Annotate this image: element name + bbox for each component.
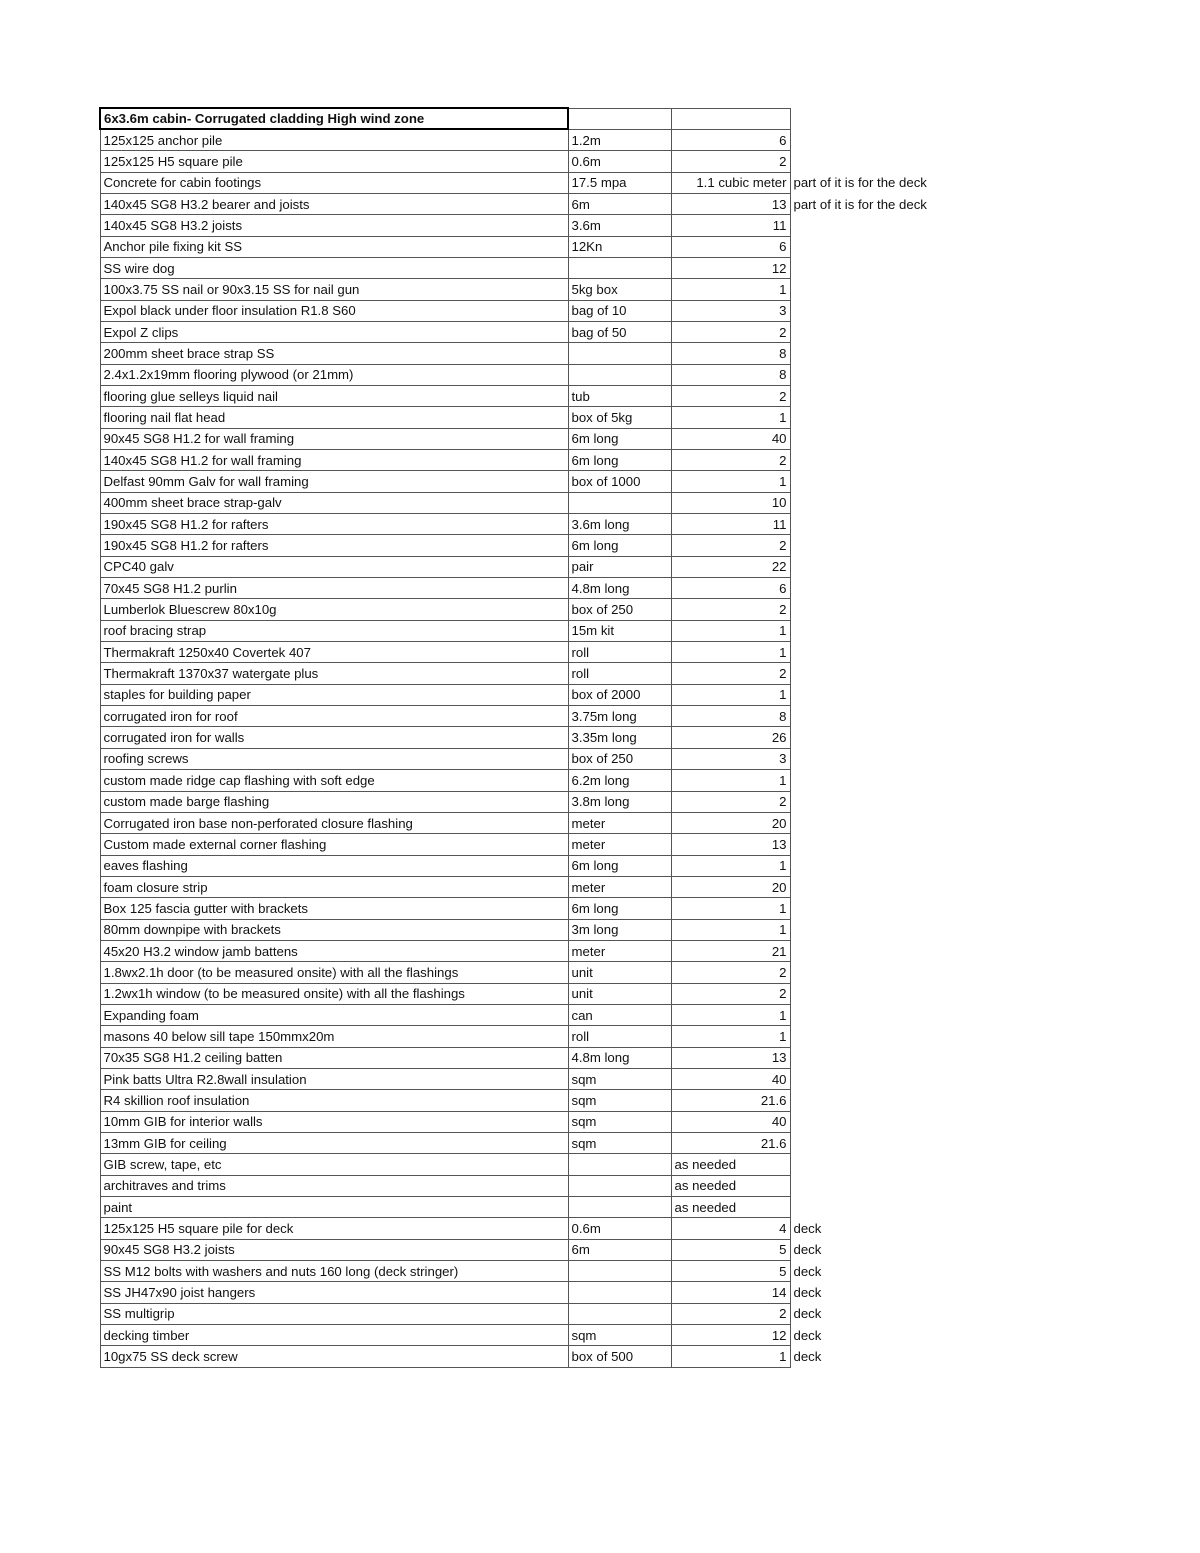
table-row xyxy=(100,129,990,150)
item-cell[interactable]: staples for building paper xyxy=(100,684,568,705)
unit-cell[interactable]: bag of 50 xyxy=(568,321,671,342)
table-row xyxy=(100,1239,990,1260)
note-cell: deck xyxy=(793,1349,822,1365)
item-cell[interactable]: 13mm GIB for ceiling xyxy=(100,1133,568,1154)
unit-cell[interactable]: box of 500 xyxy=(568,1346,671,1367)
qty-cell[interactable]: 1 xyxy=(671,684,790,705)
item-cell[interactable]: SS M12 bolts with washers and nuts 160 long (deck stringer) xyxy=(100,1261,568,1282)
note-cell xyxy=(790,1197,990,1218)
item-cell[interactable]: 140x45 SG8 H1.2 for wall framing xyxy=(100,450,568,471)
note-cell xyxy=(790,471,990,492)
qty-cell[interactable]: 2 xyxy=(671,385,790,406)
table-row xyxy=(100,321,990,342)
table-row xyxy=(100,1154,990,1175)
note-cell xyxy=(790,919,990,940)
table-row xyxy=(100,407,990,428)
item-cell[interactable]: 140x45 SG8 H3.2 bearer and joists xyxy=(100,193,568,214)
qty-cell[interactable]: 4 xyxy=(671,1218,790,1239)
table-row xyxy=(100,1197,990,1218)
note-cell xyxy=(790,812,990,833)
unit-cell[interactable]: 6m xyxy=(568,1239,671,1260)
qty-cell[interactable]: 2 xyxy=(671,450,790,471)
table-row xyxy=(100,663,990,684)
note-cell xyxy=(790,385,990,406)
note-cell: part of it is for the deck xyxy=(793,196,927,212)
item-cell[interactable]: 190x45 SG8 H1.2 for rafters xyxy=(100,535,568,556)
qty-cell[interactable]: 2 xyxy=(671,321,790,342)
note-cell: deck xyxy=(793,1242,822,1258)
item-cell[interactable]: 70x45 SG8 H1.2 purlin xyxy=(100,578,568,599)
item-cell[interactable]: Corrugated iron base non-perforated closure flashing xyxy=(100,812,568,833)
qty-cell[interactable]: 2 xyxy=(671,791,790,812)
note-cell xyxy=(790,279,990,300)
table-row xyxy=(100,599,990,620)
item-cell[interactable]: Custom made external corner flashing xyxy=(100,834,568,855)
note-cell xyxy=(790,1026,990,1047)
item-cell[interactable]: corrugated iron for walls xyxy=(100,727,568,748)
item-cell[interactable]: 190x45 SG8 H1.2 for rafters xyxy=(100,514,568,535)
item-cell[interactable]: Delfast 90mm Galv for wall framing xyxy=(100,471,568,492)
qty-cell[interactable]: 11 xyxy=(671,514,790,535)
item-cell[interactable]: 80mm downpipe with brackets xyxy=(100,919,568,940)
qty-cell[interactable]: 22 xyxy=(671,556,790,577)
unit-cell[interactable]: roll xyxy=(568,642,671,663)
item-cell[interactable]: 10gx75 SS deck screw xyxy=(100,1346,568,1367)
unit-cell[interactable]: 3.6m xyxy=(568,215,671,236)
table-row xyxy=(100,514,990,535)
title-row xyxy=(100,108,990,129)
qty-cell[interactable]: 1 xyxy=(671,407,790,428)
note-cell xyxy=(790,257,990,278)
unit-cell[interactable]: 6m long xyxy=(568,898,671,919)
qty-cell[interactable]: 13 xyxy=(671,1047,790,1068)
table-row xyxy=(100,535,990,556)
note-cell xyxy=(790,940,990,961)
note-cell: deck xyxy=(793,1306,822,1322)
table-row xyxy=(100,364,990,385)
table-row xyxy=(100,706,990,727)
table-row xyxy=(100,1325,990,1346)
qty-cell[interactable]: 1 xyxy=(671,279,790,300)
note-cell xyxy=(790,535,990,556)
note-cell xyxy=(790,898,990,919)
note-cell xyxy=(790,791,990,812)
note-cell xyxy=(790,770,990,791)
note-cell xyxy=(790,962,990,983)
qty-cell[interactable]: 1 xyxy=(671,898,790,919)
table-row xyxy=(100,812,990,833)
unit-cell[interactable]: 6m long xyxy=(568,450,671,471)
unit-cell[interactable]: unit xyxy=(568,983,671,1004)
note-cell xyxy=(790,1004,990,1025)
qty-cell[interactable]: 5 xyxy=(671,1261,790,1282)
materials-sheet xyxy=(99,107,991,1368)
note-cell: deck xyxy=(793,1327,822,1343)
table-row xyxy=(100,876,990,897)
item-cell[interactable]: SS wire dog xyxy=(100,257,568,278)
qty-cell[interactable]: 14 xyxy=(671,1282,790,1303)
item-cell[interactable]: Expol Z clips xyxy=(100,321,568,342)
unit-cell[interactable]: 15m kit xyxy=(568,620,671,641)
table-row xyxy=(100,1346,990,1367)
unit-cell[interactable]: sqm xyxy=(568,1133,671,1154)
table-row xyxy=(100,172,990,193)
unit-cell[interactable] xyxy=(568,1175,671,1196)
qty-cell[interactable]: 26 xyxy=(671,727,790,748)
qty-cell[interactable]: 20 xyxy=(671,812,790,833)
note-cell xyxy=(790,1133,990,1154)
unit-cell[interactable]: can xyxy=(568,1004,671,1025)
item-cell[interactable]: 100x3.75 SS nail or 90x3.15 SS for nail gun xyxy=(100,279,568,300)
unit-cell[interactable]: roll xyxy=(568,663,671,684)
qty-cell[interactable]: 10 xyxy=(671,492,790,513)
unit-cell[interactable]: pair xyxy=(568,556,671,577)
note-cell xyxy=(790,620,990,641)
table-row xyxy=(100,919,990,940)
note-cell xyxy=(790,300,990,321)
qty-cell[interactable]: 40 xyxy=(671,1068,790,1089)
table-row xyxy=(100,151,990,172)
unit-cell[interactable]: 1.2m xyxy=(568,129,671,150)
unit-cell[interactable] xyxy=(568,343,671,364)
unit-cell[interactable] xyxy=(568,257,671,278)
item-cell[interactable]: SS multigrip xyxy=(100,1303,568,1324)
table-row xyxy=(100,1047,990,1068)
unit-cell[interactable]: sqm xyxy=(568,1068,671,1089)
qty-cell[interactable]: 2 xyxy=(671,663,790,684)
qty-cell[interactable]: 21.6 xyxy=(671,1133,790,1154)
item-cell[interactable]: foam closure strip xyxy=(100,876,568,897)
note-cell: deck xyxy=(793,1263,822,1279)
note-cell xyxy=(790,407,990,428)
item-cell[interactable]: 10mm GIB for interior walls xyxy=(100,1111,568,1132)
table-row xyxy=(100,834,990,855)
qty-cell[interactable]: 1 xyxy=(671,471,790,492)
unit-cell[interactable]: 4.8m long xyxy=(568,578,671,599)
qty-cell[interactable]: 13 xyxy=(671,834,790,855)
qty-cell[interactable]: 6 xyxy=(671,578,790,599)
note-cell xyxy=(790,876,990,897)
item-cell[interactable]: 125x125 H5 square pile xyxy=(100,151,568,172)
qty-cell[interactable]: 1 xyxy=(671,919,790,940)
item-cell[interactable]: Thermakraft 1250x40 Covertek 407 xyxy=(100,642,568,663)
unit-cell[interactable]: 3.35m long xyxy=(568,727,671,748)
qty-cell[interactable]: 20 xyxy=(671,876,790,897)
table-row xyxy=(100,385,990,406)
qty-cell[interactable]: 2 xyxy=(671,1303,790,1324)
note-cell xyxy=(790,727,990,748)
qty-cell[interactable]: 8 xyxy=(671,364,790,385)
unit-cell[interactable]: box of 2000 xyxy=(568,684,671,705)
note-cell xyxy=(790,236,990,257)
qty-cell[interactable]: 40 xyxy=(671,1111,790,1132)
unit-cell[interactable]: sqm xyxy=(568,1111,671,1132)
qty-cell[interactable]: 21.6 xyxy=(671,1090,790,1111)
qty-cell[interactable]: 1 xyxy=(671,1026,790,1047)
table-row xyxy=(100,1282,990,1303)
unit-cell[interactable]: 3m long xyxy=(568,919,671,940)
unit-cell[interactable]: 4.8m long xyxy=(568,1047,671,1068)
unit-cell[interactable]: sqm xyxy=(568,1325,671,1346)
item-cell[interactable]: SS JH47x90 joist hangers xyxy=(100,1282,568,1303)
table-row xyxy=(100,1090,990,1111)
qty-cell[interactable]: 12 xyxy=(671,257,790,278)
table-row xyxy=(100,236,990,257)
item-cell[interactable]: 45x20 H3.2 window jamb battens xyxy=(100,940,568,961)
qty-cell[interactable]: 2 xyxy=(671,983,790,1004)
qty-cell[interactable]: 1 xyxy=(671,1346,790,1367)
qty-cell[interactable]: 1 xyxy=(671,855,790,876)
table-row xyxy=(100,471,990,492)
table-row xyxy=(100,300,990,321)
item-cell[interactable]: 70x35 SG8 H1.2 ceiling batten xyxy=(100,1047,568,1068)
item-cell[interactable]: custom made ridge cap flashing with soft edge xyxy=(100,770,568,791)
qty-cell[interactable]: 1 xyxy=(671,770,790,791)
table-row xyxy=(100,748,990,769)
unit-cell[interactable]: box of 250 xyxy=(568,748,671,769)
qty-cell[interactable]: 13 xyxy=(671,193,790,214)
table-row xyxy=(100,962,990,983)
qty-cell[interactable]: 1 xyxy=(671,1004,790,1025)
unit-cell[interactable] xyxy=(568,1197,671,1218)
item-cell[interactable]: Expol black under floor insulation R1.8 S60 xyxy=(100,300,568,321)
unit-cell[interactable]: meter xyxy=(568,876,671,897)
unit-cell[interactable]: meter xyxy=(568,834,671,855)
title-note-cell xyxy=(790,108,990,129)
table-row xyxy=(100,642,990,663)
qty-cell[interactable]: 5 xyxy=(671,1239,790,1260)
item-cell[interactable]: roof bracing strap xyxy=(100,620,568,641)
sheet-title[interactable]: 6x3.6m cabin- Corrugated cladding High wind zone xyxy=(100,108,568,129)
item-cell[interactable]: Lumberlok Bluescrew 80x10g xyxy=(100,599,568,620)
item-cell[interactable]: Box 125 fascia gutter with brackets xyxy=(100,898,568,919)
note-cell xyxy=(790,748,990,769)
item-cell[interactable]: R4 skillion roof insulation xyxy=(100,1090,568,1111)
item-cell[interactable]: GIB screw, tape, etc xyxy=(100,1154,568,1175)
unit-cell[interactable]: bag of 10 xyxy=(568,300,671,321)
item-cell[interactable]: paint xyxy=(100,1197,568,1218)
table-row xyxy=(100,1175,990,1196)
item-cell[interactable]: architraves and trims xyxy=(100,1175,568,1196)
table-row xyxy=(100,279,990,300)
qty-cell[interactable]: 3 xyxy=(671,748,790,769)
item-cell[interactable]: flooring nail flat head xyxy=(100,407,568,428)
qty-cell[interactable]: 21 xyxy=(671,940,790,961)
table-row xyxy=(100,620,990,641)
unit-cell[interactable]: box of 5kg xyxy=(568,407,671,428)
unit-cell[interactable] xyxy=(568,364,671,385)
note-cell xyxy=(790,129,990,150)
qty-cell[interactable]: 2 xyxy=(671,599,790,620)
note-cell xyxy=(790,684,990,705)
unit-cell[interactable]: 6m xyxy=(568,193,671,214)
table-row xyxy=(100,428,990,449)
qty-cell[interactable]: 12 xyxy=(671,1325,790,1346)
note-cell xyxy=(790,983,990,1004)
table-row xyxy=(100,1261,990,1282)
table-row xyxy=(100,343,990,364)
note-cell xyxy=(790,492,990,513)
unit-cell[interactable] xyxy=(568,492,671,513)
unit-cell[interactable]: 6.2m long xyxy=(568,770,671,791)
unit-cell[interactable]: 3.8m long xyxy=(568,791,671,812)
qty-cell[interactable]: 6 xyxy=(671,129,790,150)
note-cell xyxy=(790,364,990,385)
note-cell xyxy=(790,215,990,236)
unit-cell[interactable]: 3.6m long xyxy=(568,514,671,535)
item-cell[interactable]: decking timber xyxy=(100,1325,568,1346)
materials-table-body xyxy=(100,108,990,1367)
unit-cell[interactable]: meter xyxy=(568,812,671,833)
item-cell[interactable]: masons 40 below sill tape 150mmx20m xyxy=(100,1026,568,1047)
table-row xyxy=(100,983,990,1004)
note-cell xyxy=(790,450,990,471)
item-cell[interactable]: Expanding foam xyxy=(100,1004,568,1025)
table-row xyxy=(100,492,990,513)
qty-cell[interactable]: 2 xyxy=(671,151,790,172)
note-cell xyxy=(790,1068,990,1089)
item-cell[interactable]: custom made barge flashing xyxy=(100,791,568,812)
item-cell[interactable]: roofing screws xyxy=(100,748,568,769)
table-row xyxy=(100,1303,990,1324)
qty-cell[interactable]: 40 xyxy=(671,428,790,449)
table-row xyxy=(100,1004,990,1025)
note-cell xyxy=(790,1047,990,1068)
unit-cell[interactable]: box of 250 xyxy=(568,599,671,620)
note-cell xyxy=(790,706,990,727)
item-cell[interactable]: 90x45 SG8 H1.2 for wall framing xyxy=(100,428,568,449)
table-row xyxy=(100,1026,990,1047)
item-cell[interactable]: CPC40 galv xyxy=(100,556,568,577)
note-cell xyxy=(790,578,990,599)
qty-cell[interactable]: 8 xyxy=(671,706,790,727)
item-cell[interactable]: 125x125 anchor pile xyxy=(100,129,568,150)
item-cell[interactable]: Concrete for cabin footings xyxy=(100,172,568,193)
unit-cell[interactable] xyxy=(568,1261,671,1282)
title-unit-cell[interactable] xyxy=(568,108,671,129)
table-row xyxy=(100,215,990,236)
qty-cell[interactable]: 1.1 cubic meter xyxy=(671,172,790,193)
item-cell[interactable]: 140x45 SG8 H3.2 joists xyxy=(100,215,568,236)
note-cell xyxy=(790,1111,990,1132)
unit-cell[interactable]: 0.6m xyxy=(568,151,671,172)
unit-cell[interactable]: sqm xyxy=(568,1090,671,1111)
item-cell[interactable]: flooring glue selleys liquid nail xyxy=(100,385,568,406)
qty-cell[interactable]: 11 xyxy=(671,215,790,236)
table-row xyxy=(100,898,990,919)
item-cell[interactable]: Thermakraft 1370x37 watergate plus xyxy=(100,663,568,684)
note-cell xyxy=(790,855,990,876)
materials-table xyxy=(99,107,991,1368)
unit-cell[interactable]: 6m long xyxy=(568,535,671,556)
qty-cell[interactable]: as needed xyxy=(671,1154,790,1175)
unit-cell[interactable] xyxy=(568,1282,671,1303)
item-cell[interactable]: 1.2wx1h window (to be measured onsite) with all the flashings xyxy=(100,983,568,1004)
table-row xyxy=(100,727,990,748)
table-row xyxy=(100,556,990,577)
qty-cell[interactable]: 2 xyxy=(671,535,790,556)
qty-cell[interactable]: 1 xyxy=(671,642,790,663)
unit-cell[interactable]: box of 1000 xyxy=(568,471,671,492)
unit-cell[interactable]: unit xyxy=(568,962,671,983)
unit-cell[interactable]: 6m long xyxy=(568,855,671,876)
unit-cell[interactable] xyxy=(568,1154,671,1175)
note-cell xyxy=(790,599,990,620)
item-cell[interactable]: eaves flashing xyxy=(100,855,568,876)
title-qty-cell[interactable] xyxy=(671,108,790,129)
note-cell xyxy=(790,343,990,364)
table-row xyxy=(100,940,990,961)
table-row xyxy=(100,450,990,471)
table-row xyxy=(100,578,990,599)
item-cell[interactable]: 90x45 SG8 H3.2 joists xyxy=(100,1239,568,1260)
unit-cell[interactable]: meter xyxy=(568,940,671,961)
note-cell xyxy=(790,834,990,855)
item-cell[interactable]: Pink batts Ultra R2.8wall insulation xyxy=(100,1068,568,1089)
unit-cell[interactable]: roll xyxy=(568,1026,671,1047)
qty-cell[interactable]: as needed xyxy=(671,1197,790,1218)
table-row xyxy=(100,1111,990,1132)
unit-cell[interactable]: 12Kn xyxy=(568,236,671,257)
unit-cell[interactable]: 6m long xyxy=(568,428,671,449)
note-cell: part of it is for the deck xyxy=(793,175,927,191)
unit-cell[interactable]: 0.6m xyxy=(568,1218,671,1239)
unit-cell[interactable]: 5kg box xyxy=(568,279,671,300)
unit-cell[interactable] xyxy=(568,1303,671,1324)
table-row xyxy=(100,791,990,812)
table-row xyxy=(100,257,990,278)
unit-cell[interactable]: tub xyxy=(568,385,671,406)
item-cell[interactable]: Anchor pile fixing kit SS xyxy=(100,236,568,257)
item-cell[interactable]: 200mm sheet brace strap SS xyxy=(100,343,568,364)
qty-cell[interactable]: 2 xyxy=(671,962,790,983)
note-cell xyxy=(790,1175,990,1196)
note-cell xyxy=(790,514,990,535)
note-cell xyxy=(790,1154,990,1175)
table-row xyxy=(100,684,990,705)
note-cell xyxy=(790,663,990,684)
table-row xyxy=(100,1133,990,1154)
item-cell[interactable]: corrugated iron for roof xyxy=(100,706,568,727)
note-cell xyxy=(790,428,990,449)
qty-cell[interactable]: 3 xyxy=(671,300,790,321)
item-cell[interactable]: 125x125 H5 square pile for deck xyxy=(100,1218,568,1239)
note-cell xyxy=(790,321,990,342)
item-cell[interactable]: 1.8wx2.1h door (to be measured onsite) with all the flashings xyxy=(100,962,568,983)
table-row xyxy=(100,1218,990,1239)
qty-cell[interactable]: as needed xyxy=(671,1175,790,1196)
note-cell xyxy=(790,151,990,172)
note-cell xyxy=(790,642,990,663)
note-cell xyxy=(790,556,990,577)
table-row xyxy=(100,1068,990,1089)
qty-cell[interactable]: 6 xyxy=(671,236,790,257)
qty-cell[interactable]: 1 xyxy=(671,620,790,641)
unit-cell[interactable]: 17.5 mpa xyxy=(568,172,671,193)
item-cell[interactable]: 400mm sheet brace strap-galv xyxy=(100,492,568,513)
table-row xyxy=(100,770,990,791)
note-cell: deck xyxy=(793,1221,822,1237)
note-cell: deck xyxy=(793,1285,822,1301)
table-row xyxy=(100,193,990,214)
qty-cell[interactable]: 8 xyxy=(671,343,790,364)
unit-cell[interactable]: 3.75m long xyxy=(568,706,671,727)
table-row xyxy=(100,855,990,876)
note-cell xyxy=(790,1090,990,1111)
item-cell[interactable]: 2.4x1.2x19mm flooring plywood (or 21mm) xyxy=(100,364,568,385)
